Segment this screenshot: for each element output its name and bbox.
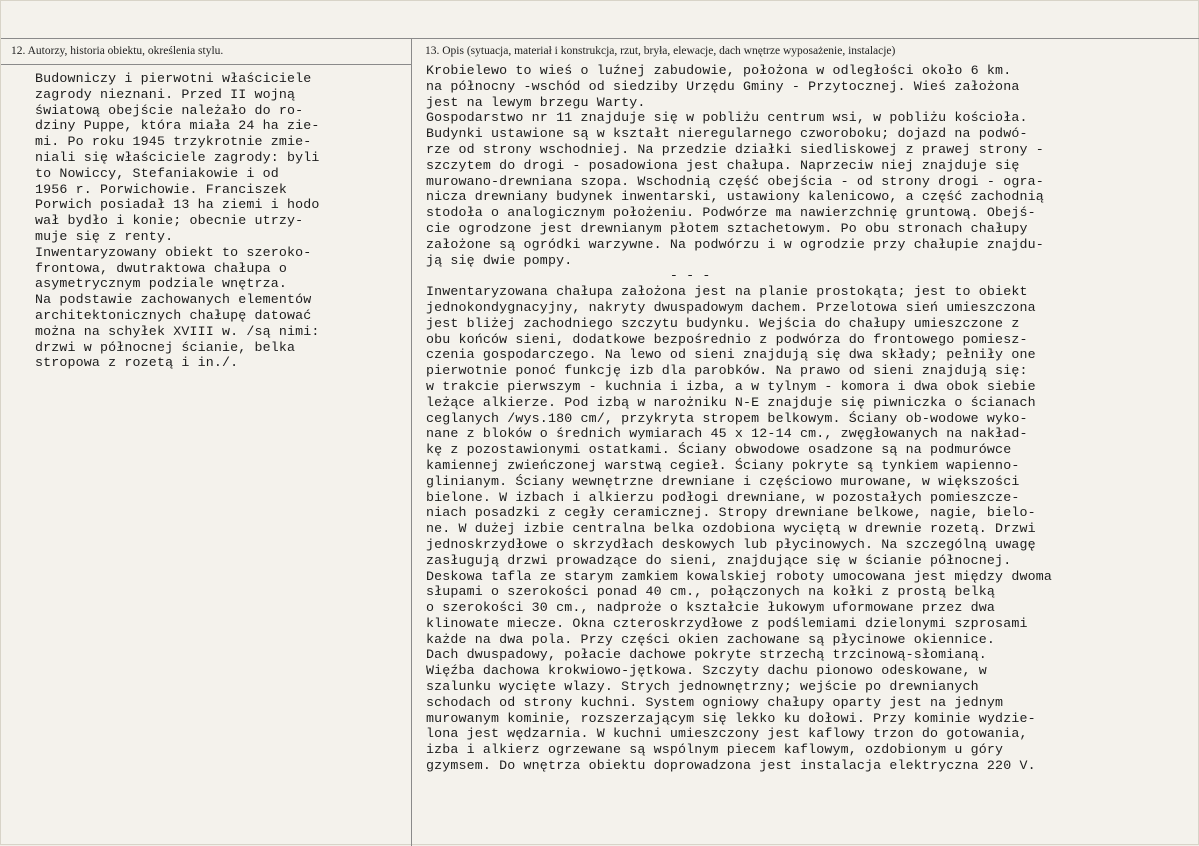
- history-line: Budowniczy i pierwotni właściciele: [35, 71, 312, 86]
- right-column-header: 13. Opis (sytuacja, materiał i konstrukcja, rzut, bryła, elewacje, dach wnętrze wyposażenie, instalacje): [425, 45, 896, 57]
- description-line: o szerokości 30 cm., nadproże o kształcie łukowym uformowane przez dwa: [426, 600, 996, 616]
- description-line: cie ogrodzone jest drewnianym płotem sztachetowym. Po obu stronach chałupy: [426, 220, 1028, 236]
- description-line: jednokondygnacyjny, nakryty dwuspadowym dachem. Przelotowa sień umieszczona: [426, 299, 1036, 315]
- description-line: ceglanych /wys.180 cm/, przykryta stropem belkowym. Ściany ob-wodowe wyko-: [426, 410, 1028, 426]
- description-line: jest bliżej zachodniego szczytu budynku. Wejścia do chałupy umieszczone z: [426, 315, 1020, 331]
- description-line: ne. W dużej izbie centralna belka ozdobiona wyciętą w drewnie rozetą. Drzwi: [426, 521, 1036, 537]
- description-line: lona jest wędzarnia. W kuchni umieszczony jest kaflowy trzon do gotowania,: [426, 726, 1028, 742]
- description-line: Krobielewo to wieś o luźnej zabudowie, położona w odległości około 6 km.: [426, 63, 1012, 78]
- history-line: architektonicznych chałupę datować: [35, 307, 312, 323]
- description-line: izba i alkierz ogrzewane są wspólnym piecem kaflowym, ozdobionym u góry: [426, 742, 1004, 758]
- description-line: słupami o szerokości ponad 40 cm., połączonych na kołki z prostą belką: [426, 584, 996, 600]
- description-line: jednoskrzydłowe o skrzydłach deskowych lub płycinowych. Na szczególną uwagę: [426, 536, 1036, 552]
- description-line: bielone. W izbach i alkierzu podłogi drewniane, w pozostałych pomieszcze-: [426, 489, 1020, 505]
- history-line: to Nowiccy, Stefaniakowie i od: [35, 165, 279, 181]
- description-line: kę z pozostawionymi ostatkami. Ściany obwodowe osadzone są na podmurówce: [426, 442, 1012, 458]
- description-line: schodach od strony kuchni. System ogniowy chałupy oparty jest na jednym: [426, 694, 1004, 710]
- history-text: [35, 71, 320, 371]
- description-line: w trakcie pierwszym - kuchnia i izba, a w tylnym - komora i dwa obok siebie: [426, 378, 1036, 394]
- description-line: zasługują drzwi prowadzące do sieni, znajdujące się w ścianie północnej.: [426, 552, 1012, 568]
- description-line: Dach dwuspadowy, połacie dachowe pokryte strzechą trzcinową-słomianą.: [426, 647, 987, 663]
- history-line: wał bydło i konie; obecnie utrzy-: [35, 213, 304, 229]
- description-line: ją się dwie pompy.: [426, 252, 573, 268]
- left-column-header: 12. Autorzy, historia obiektu, określenia stylu.: [11, 45, 224, 57]
- description-line: każde na dwa pola. Przy części okien zachowane są płycinowe okiennice.: [426, 631, 996, 647]
- description-line: Inwentaryzowana chałupa założona jest na planie prostokąta; jest to obiekt: [426, 284, 1028, 300]
- history-line: Porwich posiadał 13 ha ziemi i hodo: [35, 197, 320, 213]
- description-line: klinowate miecze. Okna czteroskrzydłowe z podślemiami dzielonymi szprosami: [426, 615, 1028, 631]
- history-line: Inwentaryzowany obiekt to szeroko-: [35, 244, 312, 260]
- description-line: Budynki ustawione są w kształt nieregularnego czworoboku; dojazd na podwó-: [426, 126, 1028, 142]
- history-line: stropowa z rozetą i in./.: [35, 355, 239, 371]
- description-line: szalunku wycięte wlazy. Strych jednownętrzny; wejście po drewnianych: [426, 679, 979, 695]
- description-text: [426, 63, 1052, 774]
- history-line: Na podstawie zachowanych elementów: [35, 292, 312, 308]
- description-line: gzymsem. Do wnętrza obiektu doprowadzona jest instalacja elektryczna 220 V.: [426, 758, 1036, 774]
- description-line: czenia gospodarczego. Na lewo od sieni znajdują się dwa składy; pełniły one: [426, 347, 1036, 363]
- history-line: niali się właściciele zagrody: byli: [35, 149, 320, 165]
- history-line: mi. Po roku 1945 trzykrotnie zmie-: [35, 134, 312, 150]
- description-line: jest na lewym brzegu Warty.: [426, 94, 646, 110]
- history-line: frontowa, dwutraktowa chałupa o: [35, 260, 288, 276]
- history-line: dziny Puppe, która miała 24 ha zie-: [35, 118, 320, 134]
- description-line: na północny -wschód od siedziby Urzędu Gminy - Przytocznej. Wieś założona: [426, 78, 1020, 94]
- description-line: Gospodarstwo nr 11 znajduje się w pobliżu centrum wsi, w pobliżu kościoła.: [426, 110, 1028, 126]
- history-line: drzwi w północnej ścianie, belka: [35, 339, 296, 355]
- description-line: murowanym kominie, rozszerzającym się lekko ku dołowi. Przy kominie wydzie-: [426, 710, 1036, 726]
- history-line: asymetrycznym podziale wnętrza.: [35, 276, 288, 292]
- description-line: Deskowa tafla ze starym zamkiem kowalskiej roboty umocowana jest między dwoma: [426, 568, 1052, 584]
- history-line: można na schyłek XVIII w. /są nimi:: [35, 323, 320, 339]
- description-line: - - -: [426, 268, 711, 284]
- history-line: muje się z renty.: [35, 228, 174, 244]
- description-line: założone są ogródki warzywne. Na podwórzu i w ogrodzie przy chałupie znajdu-: [426, 236, 1044, 252]
- description-line: kamiennej zwieńczonej warstwą cegieł. Ściany pokryte są tynkiem wapienno-: [426, 457, 1020, 473]
- history-line: 1956 r. Porwichowie. Franciszek: [35, 181, 288, 197]
- description-line: niach posadzki z cegły ceramicznej. Stropy drewniane belkowe, nagie, bielo-: [426, 505, 1036, 521]
- description-line: nicza drewniany budynek inwentarski, ustawiony kalenicowo, a część zachodnią: [426, 189, 1044, 205]
- description-line: nane z bloków o średnich wymiarach 45 x 12-14 cm., zwęgłowanych na nakład-: [426, 426, 1028, 442]
- history-line: światową obejście należało do ro-: [35, 102, 304, 118]
- history-line: zagrody nieznani. Przed II wojną: [35, 86, 296, 102]
- description-line: leżące alkierze. Pod izbą w narożniku N-E znajduje się piwniczka o ścianach: [426, 394, 1036, 410]
- description-line: Więźba dachowa krokwiowo-jętkowa. Szczyty dachu pionowo odeskowane, w: [426, 663, 987, 679]
- description-line: obu końców sieni, dodatkowe bezpośrednio z podwórza do frontowego pomiesz-: [426, 331, 1028, 347]
- column-divider: [411, 38, 412, 846]
- description-line: rze od strony wschodniej. Na przedzie działki siedliskowej z prawej strony -: [426, 141, 1044, 157]
- description-line: stodoła o analogicznym położeniu. Podwórze ma nawierzchnię gruntową. Obejś-: [426, 205, 1036, 221]
- description-line: glinianym. Ściany wewnętrzne drewniane i częściowo murowane, w większości: [426, 473, 1020, 489]
- description-line: pierwotnie ponoć funkcję izb dla parobków. Na prawo od sieni znajdują się:: [426, 363, 1028, 379]
- top-rule: [1, 38, 1199, 39]
- description-line: murowano-drewniana szopa. Wschodnią część obejścia - od strony drogi - ogra-: [426, 173, 1044, 189]
- left-header-rule: [1, 64, 411, 65]
- description-line: szczytem do drogi - posadowiona jest chałupa. Naprzeciw niej znajduje się: [426, 157, 1020, 173]
